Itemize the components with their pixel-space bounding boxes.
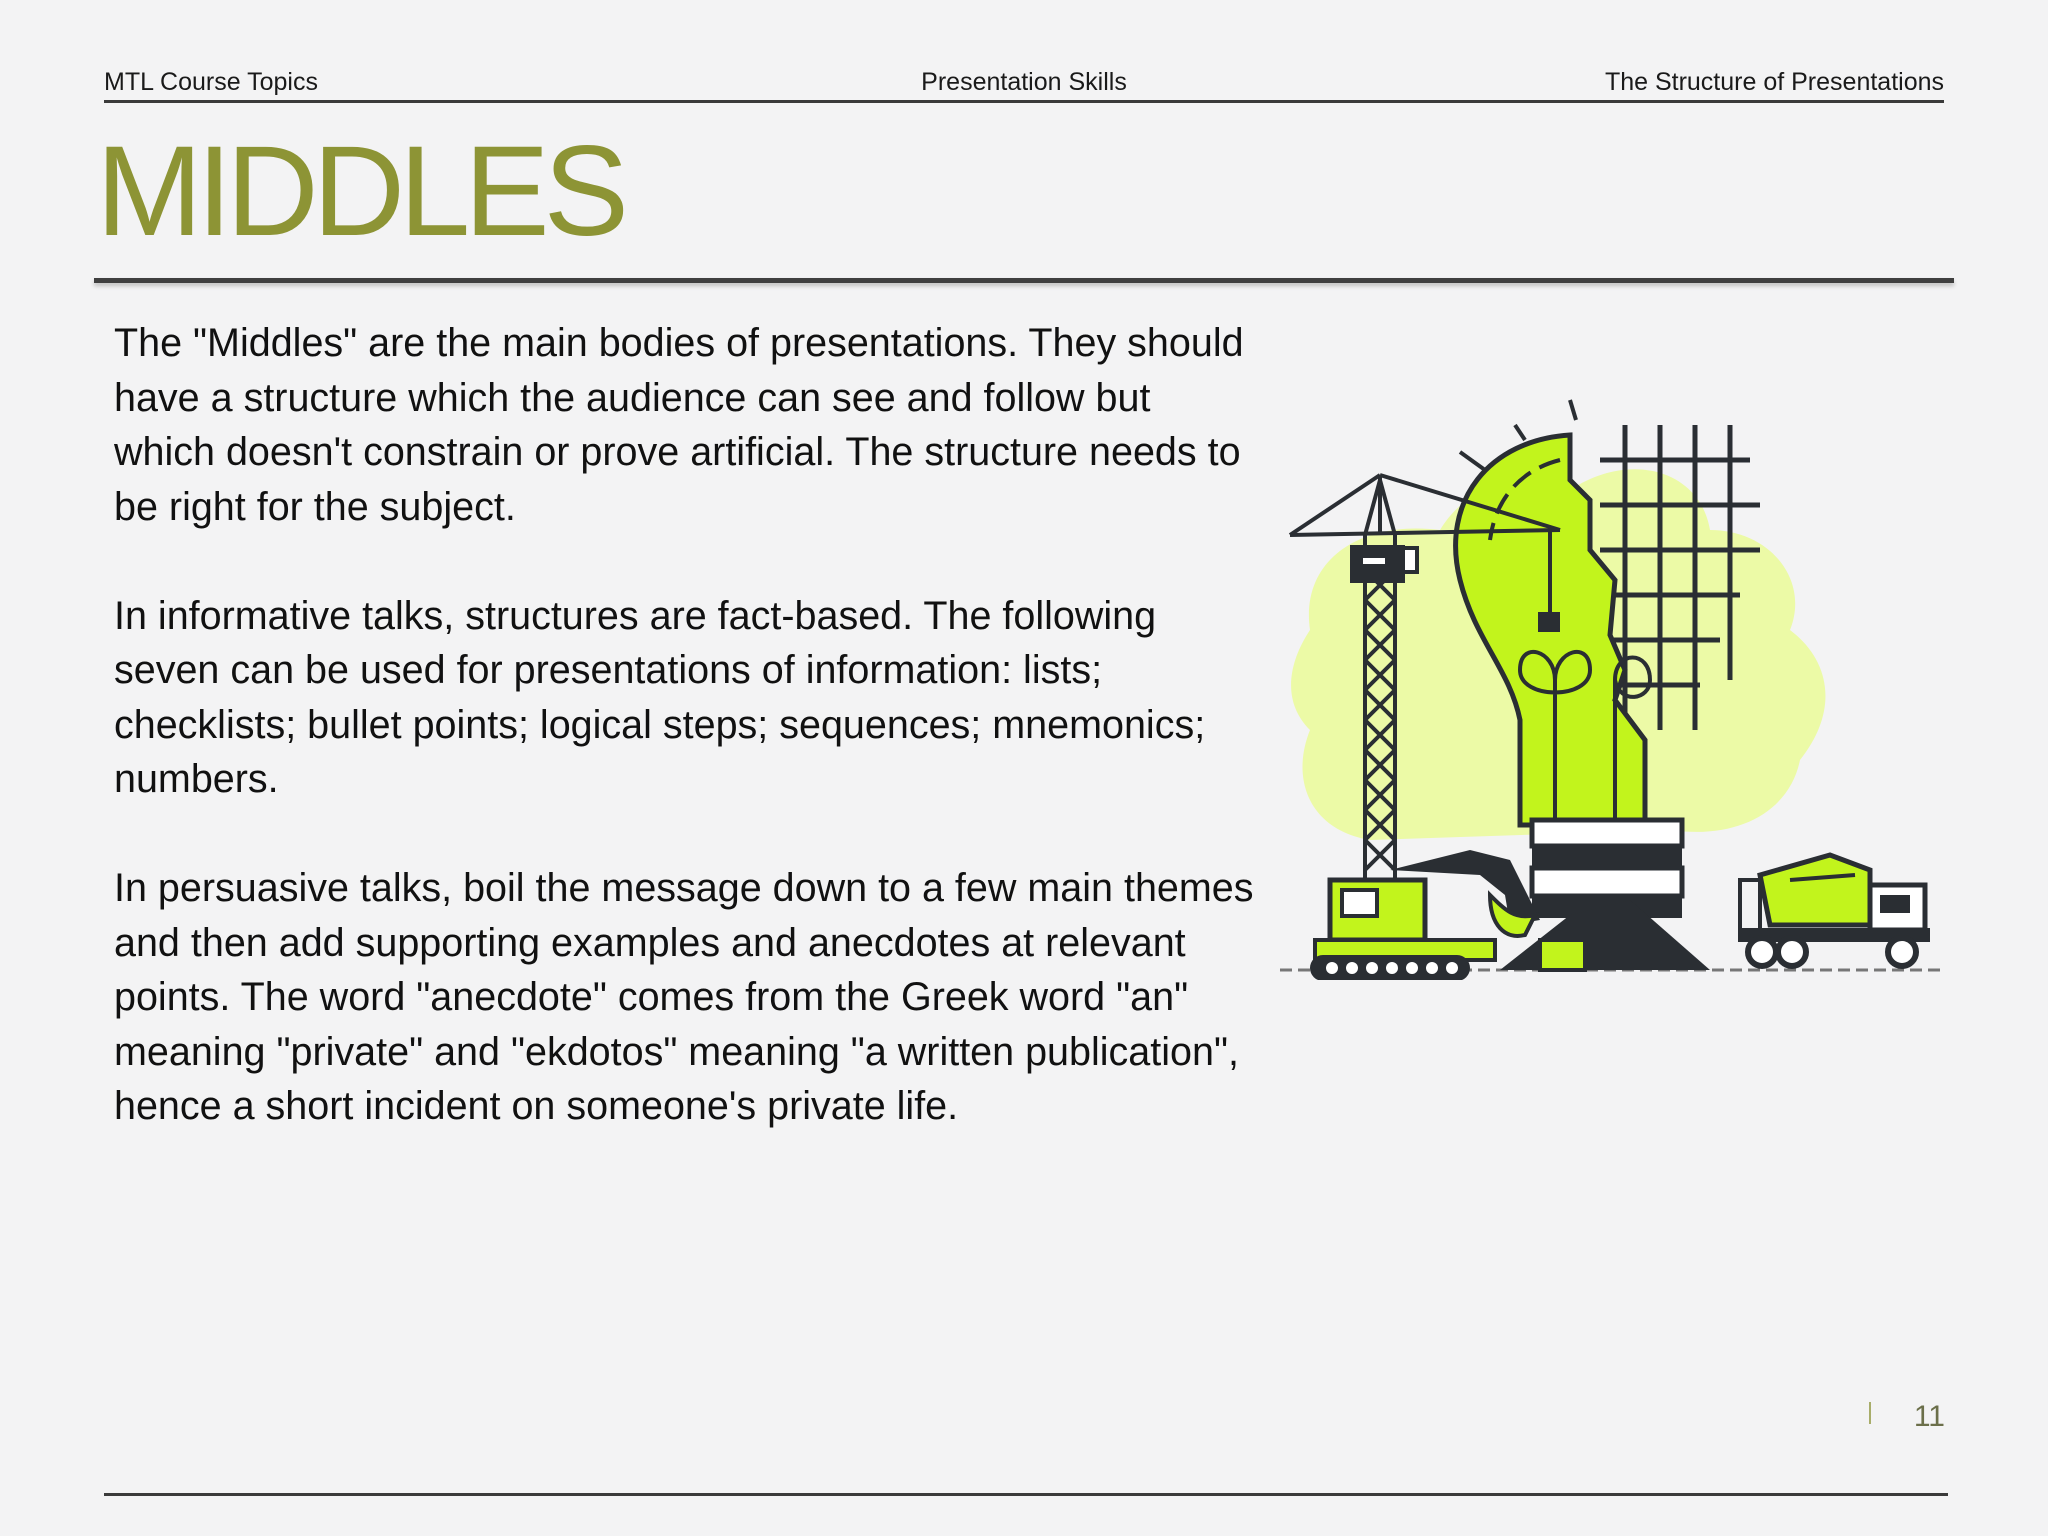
paragraph-middles-intro: The "Middles" are the main bodies of presentations. They should have a structure which the audience can see and follow but which doesn't constrain or prove artificial. The structure needs to be right for the subject. — [114, 321, 1244, 529]
header-presentation-skills: Presentation Skills — [921, 68, 1127, 96]
slide-header — [104, 64, 1944, 103]
page-number-divider — [1869, 1402, 1871, 1424]
header-course-topics: MTL Course Topics — [104, 68, 318, 96]
paragraph-informative-talks: In informative talks, structures are fact-based. The following seven can be used for presentations of information: lists; checklists; bullet points; logical steps; sequences; mnemonics; numbers. — [114, 593, 1206, 801]
footer-divider — [104, 1493, 1948, 1496]
header-section-title: The Structure of Presentations — [1604, 68, 1944, 96]
construction-lightbulb-illustration — [1270, 380, 1950, 980]
slide-title: MIDDLES — [96, 120, 623, 263]
paragraph-persuasive-talks: In persuasive talks, boil the message down to a few main themes and then add supporting examples and anecdotes at relevant points. The word "anecdote" comes from the Greek word "an" meaning "private" and "ekdotos" meaning "a written publication", hence a short incident on someone's private life. — [114, 866, 1254, 1128]
page-number: 11 — [1913, 1400, 1945, 1433]
title-divider — [94, 278, 1954, 283]
slide-body — [114, 316, 1254, 1188]
